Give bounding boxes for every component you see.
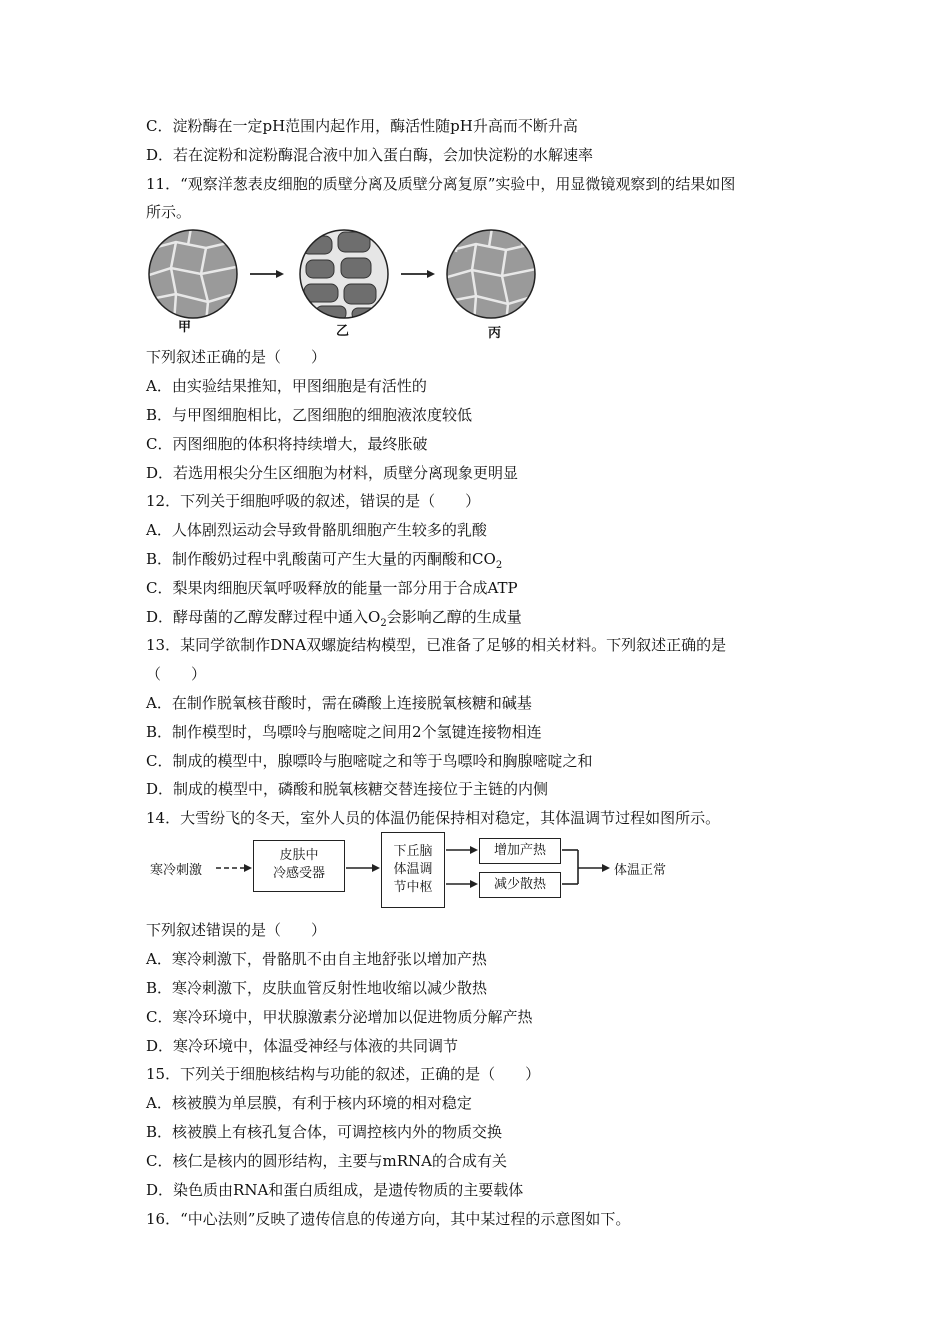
q13-option-c: C．制成的模型中，腺嘌呤与胞嘧啶之和等于鸟嘌呤和胸腺嘧啶之和 (146, 752, 593, 770)
q13-stem-line1: 13．某同学欲制作DNA双螺旋结构模型，已准备了足够的相关材料。下列叙述正确的是 (146, 636, 727, 654)
q12-option-a: A．人体剧烈运动会导致骨骼肌细胞产生较多的乳酸 (146, 521, 487, 539)
center-label-line1: 下丘脑 (393, 844, 433, 859)
q15-option-b: B．核被膜上有核孔复合体，可调控核内外的物质交换 (146, 1123, 503, 1141)
q14-option-c: C．寒冷环境中，甲状腺激素分泌增加以促进物质分解产热 (146, 1008, 533, 1026)
label-jia: 甲 (178, 320, 192, 335)
q12-option-b-subscript: 2 (495, 560, 503, 571)
q12-option-b-text: B．制作酸奶过程中乳酸菌可产生大量的丙酮酸和CO (146, 550, 496, 568)
receptor-label-line1: 皮肤中 (279, 848, 319, 863)
cell-image-jia (146, 228, 241, 323)
microscope-figure (146, 228, 546, 340)
q12-option-d (146, 607, 522, 634)
center-label-line3: 节中枢 (393, 880, 433, 895)
reduce-heat-loss-box: 减少散热 (479, 872, 561, 898)
q11-option-a: A．由实验结果推知，甲图细胞是有活性的 (146, 377, 427, 395)
q12-option-d-subscript: 2 (380, 618, 387, 629)
q11-stem-line1: 11．“观察洋葱表皮细胞的质壁分离及质壁分离复原”实验中，用显微镜观察到的结果如图 (146, 175, 736, 193)
q13-option-b: B．制作模型时，鸟嘌呤与胞嘧啶之间用2个氢键连接物相连 (146, 723, 542, 741)
q15-option-c: C．核仁是核内的圆形结构，主要与mRNA的合成有关 (146, 1152, 507, 1170)
q11-prompt: 下列叙述正确的是（ ） (146, 348, 327, 366)
q15-stem: 15．下列关于细胞核结构与功能的叙述，正确的是（ ） (146, 1065, 541, 1083)
q12-option-d-text: D．酵母菌的乙醇发酵过程中通入O (146, 608, 381, 626)
thermoregulation-diagram (150, 832, 710, 910)
q12-stem: 12．下列关于细胞呼吸的叙述，错误的是（ ） (146, 492, 481, 510)
q15-option-d: D．染色质由RNA和蛋白质组成，是遗传物质的主要载体 (146, 1181, 524, 1199)
q14-option-b: B．寒冷刺激下，皮肤血管反射性地收缩以减少散热 (146, 979, 488, 997)
q16-stem: 16．“中心法则”反映了遗传信息的传递方向，其中某过程的示意图如下。 (146, 1210, 631, 1228)
receptor-label-line2: 冷感受器 (272, 866, 325, 881)
increase-heat-box: 增加产热 (479, 838, 561, 864)
q14-stem: 14．大雪纷飞的冬天，室外人员的体温仍能保持相对稳定，其体温调节过程如图所示。 (146, 809, 721, 827)
q12-option-b (146, 549, 502, 576)
q10-option-c: C．淀粉酶在一定pH范围内起作用，酶活性随pH升高而不断升高 (146, 117, 578, 135)
q14-prompt: 下列叙述错误的是（ ） (146, 921, 327, 939)
q10-option-d: D．若在淀粉和淀粉酶混合液中加入蛋白酶，会加快淀粉的水解速率 (146, 146, 594, 164)
q12-option-c: C．梨果肉细胞厌氧呼吸释放的能量一部分用于合成ATP (146, 579, 518, 597)
q14-option-d: D．寒冷环境中，体温受神经与体液的共同调节 (146, 1037, 459, 1055)
stimulus-label: 寒冷刺激 (150, 863, 203, 878)
q15-option-a: A．核被膜为单层膜，有利于核内环境的相对稳定 (146, 1094, 472, 1112)
q13-stem-line2: （ ） (146, 665, 207, 683)
q11-option-b: B．与甲图细胞相比，乙图细胞的细胞液浓度较低 (146, 406, 473, 424)
q13-option-a: A．在制作脱氧核苷酸时，需在磷酸上连接脱氧核糖和碱基 (146, 694, 532, 712)
hypothalamus-box (381, 832, 445, 908)
label-yi: 乙 (336, 324, 350, 339)
center-label-line2: 体温调 (393, 862, 433, 877)
q12-option-d-text-end: 会影响乙醇的生成量 (386, 608, 522, 626)
q14-option-a: A．寒冷刺激下，骨骼肌不由自主地舒张以增加产热 (146, 950, 487, 968)
receptor-box (253, 840, 345, 892)
label-bing: 丙 (488, 326, 502, 341)
cell-image-bing (444, 228, 541, 323)
q11-stem-line2: 所示。 (146, 203, 192, 221)
result-label: 体温正常 (614, 863, 667, 878)
q11-option-d: D．若选用根尖分生区细胞为材料，质壁分离现象更明显 (146, 464, 519, 482)
q11-option-c: C．丙图细胞的体积将持续增大，最终胀破 (146, 435, 428, 453)
q13-option-d: D．制成的模型中，磷酸和脱氧核糖交替连接位于主链的内侧 (146, 780, 549, 798)
